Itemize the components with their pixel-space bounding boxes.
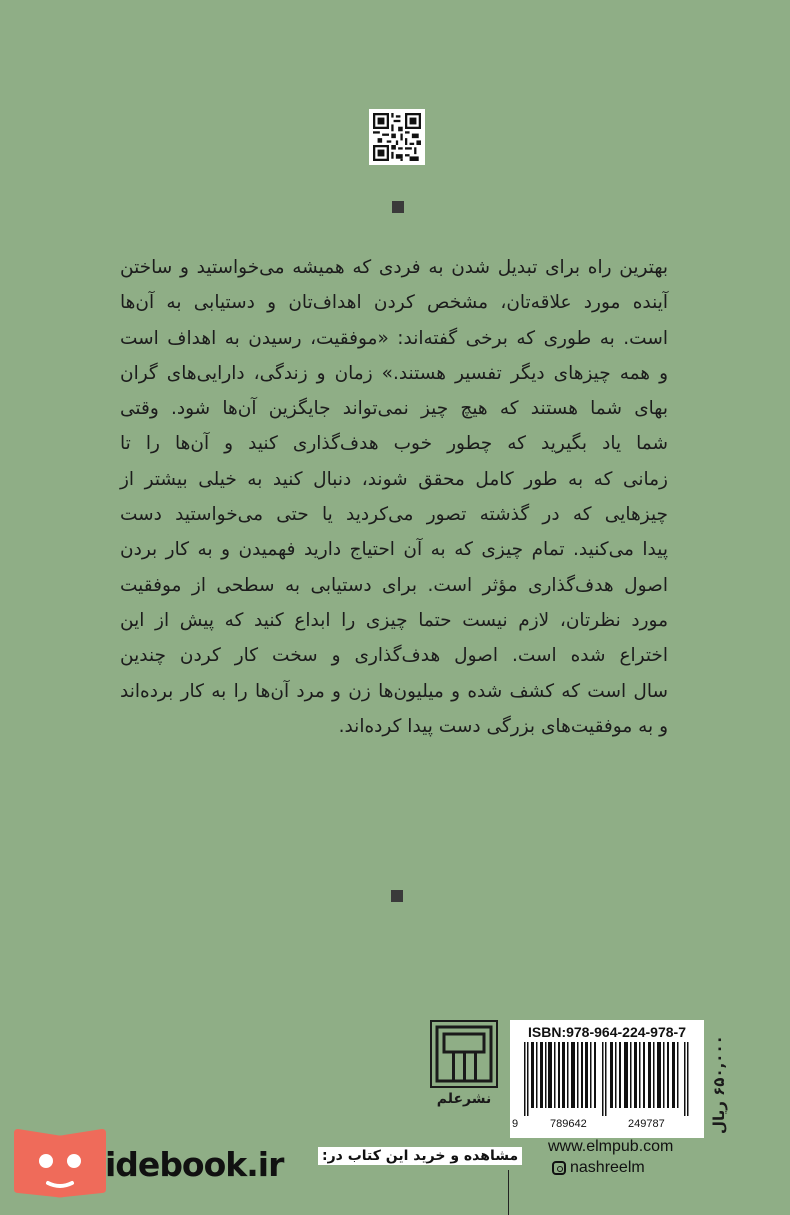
blurb-line: سال است که کشف شده و میلیون‌ها زن و مرد آن‌ها را به کار برده‌اند: [120, 680, 668, 702]
qr-code: [369, 109, 425, 165]
isbn-label: ISBN:978-964-224-978-7: [528, 1024, 686, 1040]
watermark-caption: مشاهده و خرید این کتاب در:: [318, 1147, 522, 1165]
blurb-line: و به موفقیت‌های بزرگی دست پیدا کرده‌اند.: [338, 715, 668, 737]
instagram-icon: [552, 1161, 566, 1175]
publisher-logo-icon: [430, 1020, 498, 1090]
price-label: ۶۵۰,۰۰۰ ریال: [710, 1035, 728, 1135]
blurb-line: شما یاد بگیرید که چطور خوب هدف‌گذاری کنید و آن‌ها را تا: [120, 433, 668, 455]
blurb-line: پیدا می‌کنید. تمام چیزی که به آن احتیاج دارید فهمیدن و به کار بردن: [120, 539, 668, 561]
decorative-square-top: [392, 201, 404, 213]
book-logo-icon: [10, 1127, 110, 1203]
publisher-name: نشرعلم: [436, 1091, 492, 1107]
barcode-group-2: 249787: [628, 1118, 665, 1130]
blurb-line: اختراع شده است. اصول هدف‌گذاری و سخت کار کردن چندین: [120, 645, 668, 667]
blurb-text: [120, 250, 668, 744]
barcode-panel: [510, 1020, 704, 1138]
blurb-line: آینده مورد علاقه‌تان، مشخص کردن اهداف‌تان و دستیابی به آن‌ها: [120, 292, 668, 314]
instagram-handle[interactable]: [552, 1159, 645, 1177]
barcode-group-1: 789642: [550, 1118, 587, 1130]
blurb-line: چیزهایی که در گذشته تصور می‌کردید یا حتی می‌خواستید دست: [120, 504, 668, 526]
barcode-digit-left: 9: [512, 1118, 519, 1130]
website-link[interactable]: www.elmpub.com: [548, 1138, 674, 1155]
blurb-line: بهترین راه برای تبدیل شدن به فردی که همیشه می‌خواستید و ساختن: [120, 257, 668, 278]
blurb-line: و همه چیزهای دیگر تفسیر هستند.» زمان و زندگی، دارایی‌های گران: [120, 362, 668, 384]
blurb-line: زمانی که به طور کامل محقق شوند، دنبال کنید به خیلی بیشتر از: [120, 468, 668, 490]
blurb-line: است. به طوری که برخی گفته‌اند: «موفقیت، رسیدن به اهداف است: [120, 327, 668, 349]
blurb-line: اصول هدف‌گذاری مؤثر است. برای دستیابی به سطحی از موفقیت: [120, 574, 668, 596]
barcode-icon: [518, 1042, 696, 1116]
divider-line: [508, 1170, 509, 1215]
decorative-square-bottom: [391, 890, 403, 902]
instagram-handle-text: nashreelm: [570, 1159, 645, 1176]
blurb-line: مورد نظرتان، لازم نیست حتما چیزی را ابداع کنید که پیش از این: [120, 609, 668, 631]
blurb-line: بهای شما هستند که هیچ چیز نمی‌تواند جایگزین آن‌ها شود. وقتی: [120, 398, 668, 420]
watermark-brand: idebook.ir: [105, 1145, 284, 1184]
qr-code-icon: [373, 113, 421, 161]
watermark-banner[interactable]: [10, 1133, 320, 1193]
